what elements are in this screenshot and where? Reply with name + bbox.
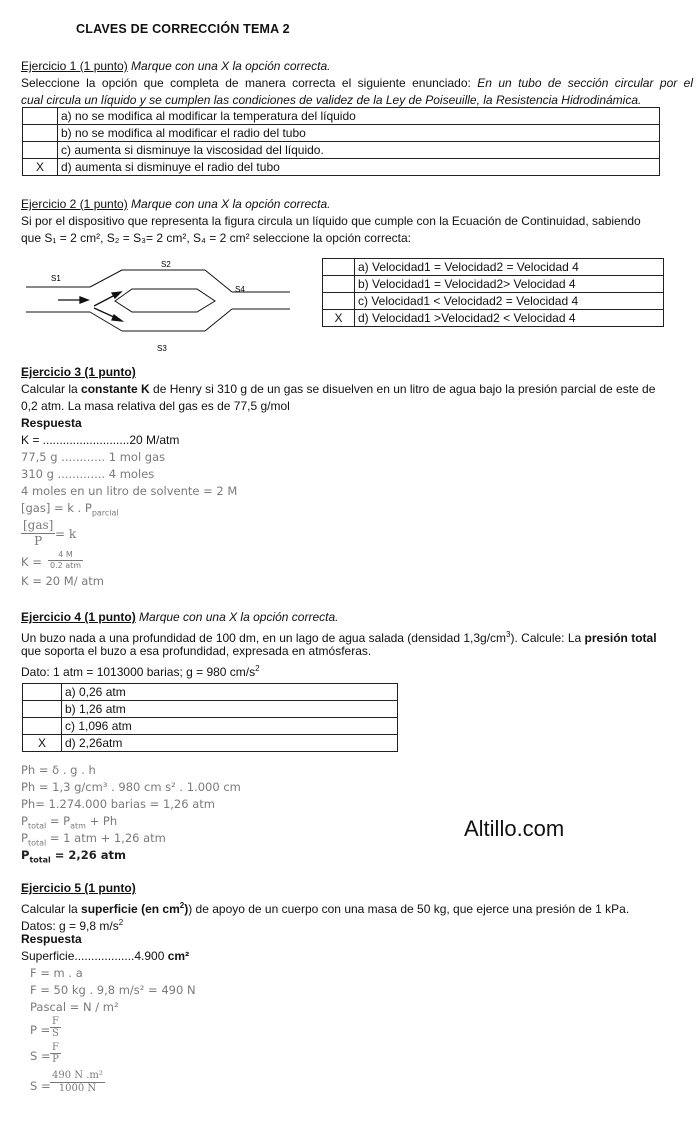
exercise-2-heading: Ejercicio 2 (1 punto): [21, 197, 128, 211]
work-eq-cont: + Ph: [85, 814, 118, 828]
fraction-numerator: 490 N .m²: [52, 1070, 103, 1081]
option-row[interactable]: [23, 701, 398, 718]
subscript: atm: [70, 821, 86, 831]
subscript: total: [27, 838, 47, 848]
exercise-5-respuesta: Respuesta: [21, 932, 82, 946]
exercise-3-respuesta: Respuesta: [21, 416, 82, 430]
exercise-4-dato: Dato: 1 atm = 1013000 barias; g = 980 cm/s: [21, 665, 256, 679]
exercise-4: Ejercicio 4 (1 punto) Marque con una X la opción correcta. Un buzo nada a una profundidad de 100 dm, en un lago de agua salada (densidad $1,3g/cm^3$). Calcule: La presión total que soporta el buzo a esa profundidad, expresada en atmósferas. Dato: 1 atm = 1013000 barias; g = 980 $cm/s^2$: [21, 609, 693, 677]
exercise-3-answer: K = ..........................20 M/atm: [21, 433, 180, 447]
exercise-1-heading: Ejercicio 1 (1 punto): [21, 59, 128, 73]
exercise-1-options-table: [22, 107, 660, 176]
exercise-4-statement-bold: presión total: [584, 631, 657, 645]
option-mark[interactable]: [23, 701, 62, 718]
option-mark[interactable]: [323, 259, 355, 276]
subscript: total: [27, 821, 47, 831]
exercise-3-statement-cont: de Henry si 310 g de un gas se disuelven en un litro de agua bajo la presión parcial de este de: [149, 382, 656, 396]
page-title: CLAVES DE CORRECCIÓN TEMA 2: [76, 22, 290, 36]
option-mark[interactable]: [23, 142, 58, 159]
option-row[interactable]: [23, 718, 398, 735]
exercise-1: [21, 58, 693, 109]
option-row[interactable]: [23, 125, 660, 142]
option-row[interactable]: [323, 293, 664, 310]
work-label: S =: [30, 1049, 51, 1063]
option-mark[interactable]: [323, 276, 355, 293]
option-mark[interactable]: [23, 108, 58, 125]
option-row[interactable]: [23, 108, 660, 125]
exercise-5-statement: Calcular la: [21, 902, 82, 916]
exercise-1-statement-italic: En un tubo de sección circular por el: [477, 76, 694, 90]
option-row[interactable]: [23, 735, 398, 752]
option-text: c) 1,096 atm: [62, 718, 398, 735]
work-line: K = 20 M/ atm: [21, 574, 104, 588]
work-p: P: [21, 831, 28, 845]
exercise-5-datos: Datos: g = 9,8 m/s: [21, 919, 119, 933]
subscript: total: [29, 855, 51, 865]
work-line: 77,5 g ............ 1 mol gas: [21, 450, 166, 464]
exercise-4-statement-2: que soporta el buzo a esa profundidad, expresada en atmósferas.: [21, 644, 372, 658]
option-text: a) 0,26 atm: [62, 684, 398, 701]
work-result: = 2,26 atm: [50, 848, 126, 862]
exercise-2: [21, 196, 693, 247]
exercise-3-work: [21, 449, 693, 590]
exercise-2-statement: Si por el dispositivo que representa la figura circula un líquido que cumple con la Ecuación de Continuidad, sabiendo: [21, 214, 641, 228]
option-row[interactable]: [23, 142, 660, 159]
work-k-label: K =: [21, 555, 42, 569]
option-mark[interactable]: X: [23, 735, 62, 752]
work-line: [gas] = k . P: [21, 501, 92, 515]
exercise-4-instruction: Marque con una X la opción correcta.: [135, 610, 339, 624]
option-row[interactable]: [323, 310, 664, 327]
exercise-2-options-table: [322, 258, 664, 327]
label-s4: S4: [235, 285, 245, 294]
work-p: P: [21, 848, 30, 862]
exercise-1-statement: Seleccione la opción que completa de manera correcta el siguiente enunciado:: [21, 76, 478, 90]
exercise-1-instruction: Marque con una X la opción correcta.: [127, 59, 331, 73]
exercise-3: [21, 364, 693, 449]
option-mark[interactable]: X: [23, 159, 58, 176]
work-line: 310 g ............. 4 moles: [21, 467, 155, 481]
option-mark[interactable]: [23, 125, 58, 142]
option-mark[interactable]: [23, 718, 62, 735]
exercise-5-answer-unit: cm²: [167, 949, 190, 963]
exercise-4-statement: Un buzo nada a una profundidad de 100 dm, en un lago de agua salada (densidad 1,3g/cm: [21, 631, 507, 645]
work-line: Ph = δ . g . h: [21, 763, 96, 777]
exercise-2-statement-2: que S₁ = 2 cm², S₂ = S₃= 2 cm², S₄ = 2 cm² seleccione la opción correcta:: [21, 231, 411, 245]
fraction-numerator: [gas]: [23, 518, 54, 532]
work-line: Ph= 1.274.000 barias = 1,26 atm: [21, 797, 215, 811]
exercise-3-statement: Calcular la: [21, 382, 82, 396]
exercise-5-answer: Superficie..................4.900: [21, 949, 168, 963]
fraction-numerator: F: [52, 1016, 59, 1027]
fraction-denominator: P: [34, 534, 43, 548]
option-row[interactable]: [323, 276, 664, 293]
work-fraction-line-2: [21, 551, 693, 573]
option-text: d) Velocidad1 >Velocidad2 < Velocidad 4: [355, 310, 664, 327]
option-row[interactable]: [23, 159, 660, 176]
label-s1: S1: [51, 274, 61, 283]
option-text: a) no se modifica al modificar la temperatura del líquido: [58, 108, 660, 125]
work-equals-k: = k: [55, 527, 77, 541]
work-eq: = P: [46, 814, 71, 828]
label-s2: S2: [161, 260, 171, 269]
fraction-denominator: 1000 N: [58, 1083, 97, 1094]
option-mark[interactable]: [323, 293, 355, 310]
exercise-4-options-table: [22, 683, 398, 752]
watermark-logo: Altillo.com: [464, 816, 565, 841]
work-fraction-line: [30, 1016, 700, 1042]
fraction-denominator: 0.2 atm: [50, 561, 82, 570]
work-line: Ph = 1,3 g/cm³ . 980 cm s² . 1.000 cm: [21, 780, 241, 794]
option-text: c) Velocidad1 < Velocidad2 = Velocidad 4: [355, 293, 664, 310]
work-fraction-line: [30, 1070, 700, 1098]
exercise-4-statement-cont: ). Calcule: La: [510, 631, 585, 645]
exercise-4-work: [21, 762, 693, 864]
option-mark[interactable]: X: [323, 310, 355, 327]
work-fraction-line: [21, 517, 693, 551]
option-text: c) aumenta si disminuye la viscosidad del líquido.: [58, 142, 660, 159]
option-text: d) 2,26atm: [62, 735, 398, 752]
option-text: b) 1,26 atm: [62, 701, 398, 718]
fraction-numerator: 4 M: [48, 550, 83, 561]
exercise-3-statement-bold: constante K: [81, 382, 150, 396]
subscript: parcial: [91, 508, 119, 518]
work-label: P =: [30, 1023, 51, 1037]
work-line: 4 moles en un litro de solvente = 2 M: [21, 484, 238, 498]
option-text: b) no se modifica al modificar el radio del tubo: [58, 125, 660, 142]
fraction-denominator: S: [52, 1028, 59, 1039]
work-line: Pascal = N / m²: [30, 1000, 119, 1014]
work-fraction-line: [30, 1042, 700, 1070]
fraction-numerator: F: [52, 1042, 59, 1053]
work-line: F = m . a: [30, 966, 83, 980]
option-text: a) Velocidad1 = Velocidad2 = Velocidad 4: [355, 259, 664, 276]
exercise-5-statement-cont: ) de apoyo de un cuerpo con una masa de 50 kg, que ejerce una presión de 1 kPa.: [188, 902, 630, 916]
work-p: P: [21, 814, 28, 828]
exercise-3-statement-2: 0,2 atm. La masa relativa del gas es de 77,5 g/mol: [21, 399, 290, 413]
exercise-5: Ejercicio 5 (1 punto) Calcular la superficie (en $cm^2$)) de apoyo de un cuerpo con una masa de 50 kg, que ejerce una presión de 1 kPa. Datos: g = 9,8 $m/s^2$ Respuesta Superficie..................4.900 cm²: [21, 880, 693, 965]
fraction-denominator: P: [52, 1054, 59, 1065]
work-line: F = 50 kg . 9,8 m/s² = 490 N: [30, 983, 196, 997]
exercise-5-heading: Ejercicio 5 (1 punto): [21, 881, 136, 895]
tube-diagram: [20, 256, 310, 356]
exercise-1-statement-italic-2: cual circula un líquido y se cumplen las condiciones de validez de la Ley de Poiseuille, la Resistencia Hidrodinámica.: [21, 93, 642, 107]
option-text: d) aumenta si disminuye el radio del tubo: [58, 159, 660, 176]
exercise-4-heading: Ejercicio 4 (1 punto): [21, 610, 136, 624]
exercise-5-statement-bold-2: (en cm: [137, 902, 180, 916]
exercise-5-work: [30, 965, 700, 1098]
exercise-2-instruction: Marque con una X la opción correcta.: [127, 197, 331, 211]
label-s3: S3: [157, 344, 167, 353]
work-eq: = 1 atm + 1,26 atm: [46, 831, 166, 845]
option-mark[interactable]: [23, 684, 62, 701]
work-label: S =: [30, 1079, 51, 1093]
exercise-3-heading: Ejercicio 3 (1 punto): [21, 365, 136, 379]
exercise-5-statement-bold: superficie: [81, 902, 138, 916]
option-text: b) Velocidad1 = Velocidad2> Velocidad 4: [355, 276, 664, 293]
option-row[interactable]: [23, 684, 398, 701]
option-row[interactable]: [323, 259, 664, 276]
